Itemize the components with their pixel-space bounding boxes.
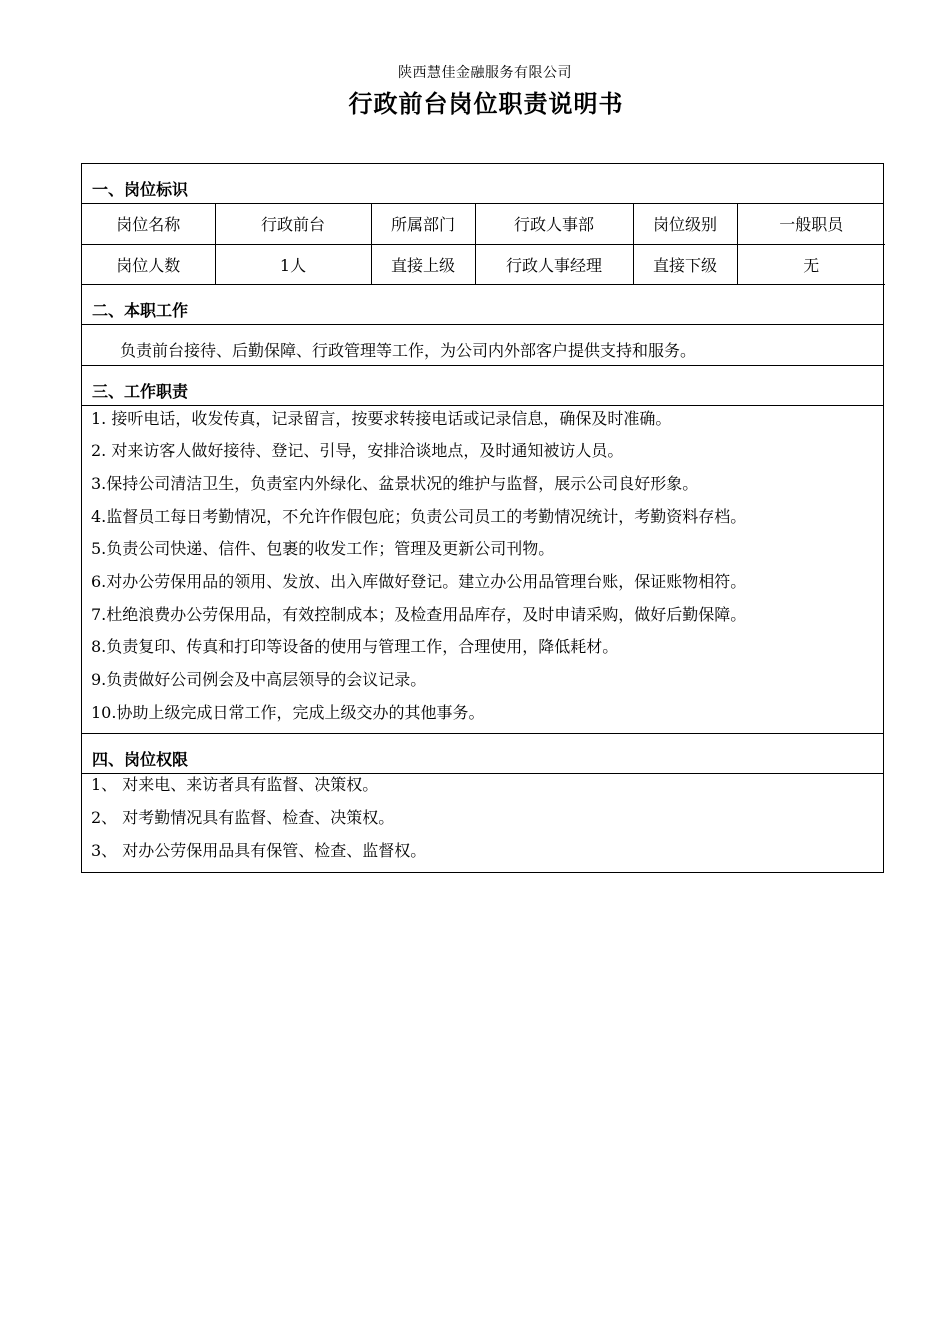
list-item: 9.负责做好公司例会及中高层领导的会议记录。 <box>91 670 427 689</box>
duties-block <box>82 406 883 734</box>
table-row <box>82 244 885 284</box>
list-item: 1. 接听电话，收发传真，记录留言，按要求转接电话或记录信息，确保及时准确。 <box>91 408 672 428</box>
list-item: 3、 对办公劳保用品具有保管、检查、监督权。 <box>91 840 427 860</box>
list-item: 4.监督员工每日考勤情况，不允许作假包庇；负责公司员工的考勤情况统计，考勤资料存档。 <box>91 506 747 526</box>
section-heading-identity: 一、岗位标识 <box>82 164 883 204</box>
section-heading-role: 二、本职工作 <box>82 285 883 325</box>
list-item: 2. 对来访客人做好接待、登记、引导，安排洽谈地点，及时通知被访人员。 <box>91 441 624 461</box>
table-cell-label: 直接上级 <box>371 244 475 284</box>
table-cell-value: 1人 <box>215 244 371 284</box>
company-name: 陕西慧佳金融服务有限公司 <box>398 65 572 81</box>
table-cell-label: 岗位名称 <box>82 204 215 244</box>
role-summary: 负责前台接待、后勤保障、行政管理等工作，为公司内外部客户提供支持和服务。 <box>82 325 883 366</box>
table-cell-value: 行政人事部 <box>475 204 633 244</box>
table-cell-label: 岗位级别 <box>633 204 737 244</box>
authority-block <box>82 774 883 872</box>
table-cell-value: 行政人事经理 <box>475 244 633 284</box>
table-row <box>82 204 885 244</box>
table-cell-label: 岗位人数 <box>82 244 215 284</box>
section-heading-authority: 四、岗位权限 <box>82 734 883 774</box>
table-cell-value: 无 <box>737 244 885 284</box>
list-item: 6.对办公劳保用品的领用、发放、出入库做好登记。建立办公用品管理台账，保证账物相符。 <box>91 571 747 591</box>
list-item: 3.保持公司清洁卫生，负责室内外绿化、盆景状况的维护与监督，展示公司良好形象。 <box>91 473 699 493</box>
identity-table <box>82 204 885 285</box>
list-item: 1、 对来电、来访者具有监督、决策权。 <box>91 774 379 794</box>
document-title: 行政前台岗位职责说明书 <box>348 89 624 118</box>
job-description-form <box>81 163 884 873</box>
table-cell-label: 所属部门 <box>371 204 475 244</box>
table-cell-label: 直接下级 <box>633 244 737 284</box>
section-heading-duties: 三、工作职责 <box>82 366 883 406</box>
table-cell-value: 一般职员 <box>737 204 885 244</box>
list-item: 10.协助上级完成日常工作，完成上级交办的其他事务。 <box>91 702 485 722</box>
table-cell-value: 行政前台 <box>215 204 371 244</box>
list-item: 7.杜绝浪费办公劳保用品，有效控制成本；及检查用品库存，及时申请采购，做好后勤保障。 <box>91 604 747 624</box>
list-item: 5.负责公司快递、信件、包裹的收发工作；管理及更新公司刊物。 <box>91 539 555 559</box>
list-item: 2、 对考勤情况具有监督、检查、决策权。 <box>91 807 395 827</box>
list-item: 8.负责复印、传真和打印等设备的使用与管理工作，合理使用，降低耗材。 <box>91 637 619 657</box>
